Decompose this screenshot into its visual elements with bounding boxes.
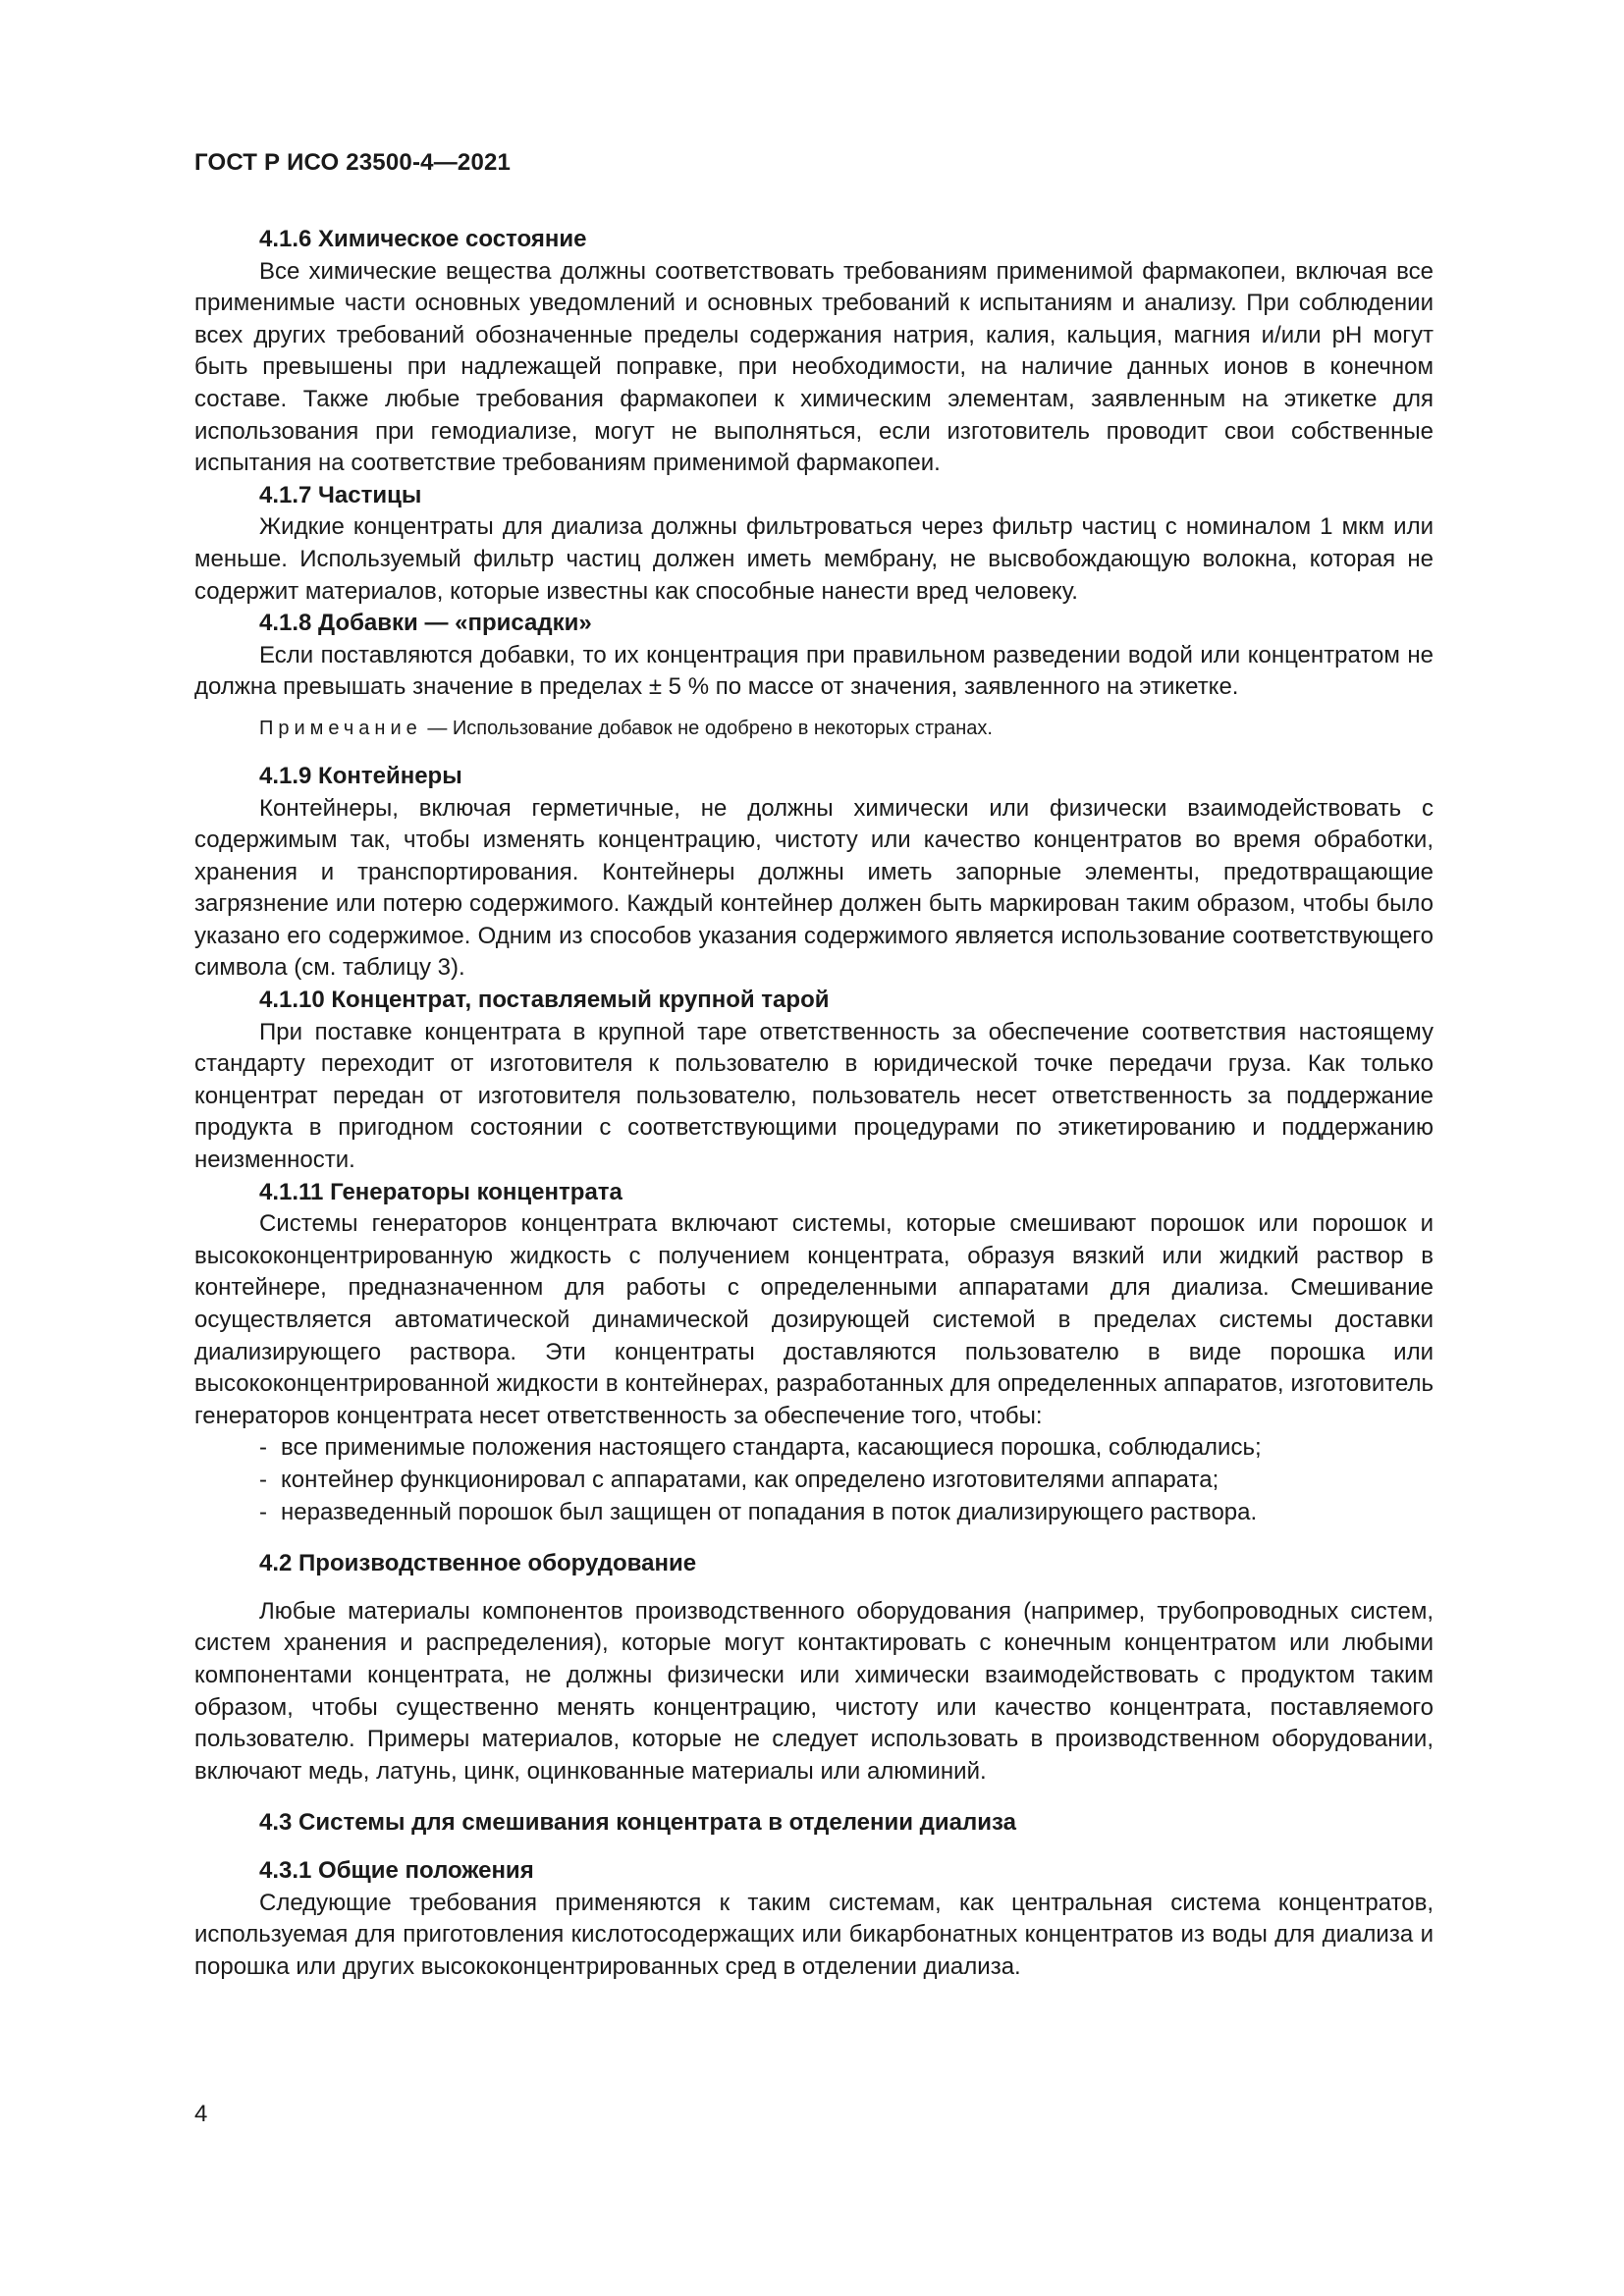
- section-4-2-heading: 4.2 Производственное оборудование: [259, 1550, 697, 1577]
- section-4-2-text: Любые материалы компонентов производственного оборудования (например, трубопроводных систем, систем хранения и распределения), которые могут контактировать с конечным концентратом или любыми компонентами концентрата, не должны физически или химически взаимодействовать с продуктом таким образом, чтобы существенно менять концентрацию, чистоту или качество концентрата, поставляемого пользователю. Примеры материалов, которые не следует использовать в производственном оборудовании, включают медь, латунь, цинк, оцинкованные материалы или алюминий.: [194, 1597, 1434, 1785]
- document-header: ГОСТ Р ИСО 23500-4—2021: [194, 149, 512, 176]
- section-4-1-10-text: При поставке концентрата в крупной таре ответственность за обеспечение соответствия настоящему стандарту переходит от изготовителя к пользователю в юридической точке передачи груза. Как только концентрат передан от изготовителя пользователю, пользователь несет ответственность за поддержание продукта в пригодном состоянии с соответствующими процедурами по этикетированию и поддержанию неизменности.: [194, 1018, 1434, 1174]
- list-item: - неразведенный порошок был защищен от попадания в поток диализирующего раствора.: [259, 1498, 1258, 1525]
- note-text: — Использование добавок не одобрено в некоторых странах.: [421, 717, 993, 739]
- section-4-3-1-text: Следующие требования применяются к таким системам, как центральная система концентратов, используемая для приготовления кислотосодержащих или бикарбонатных концентратов из воды для диализа и порошка или других высококонцентрированных сред в отделении диализа.: [194, 1889, 1434, 1980]
- requirements-list: [194, 1432, 1434, 1528]
- note-label: Примечание: [259, 717, 422, 739]
- section-4-3-1-heading: 4.3.1 Общие положения: [259, 1856, 534, 1884]
- section-4-1-7-text: Жидкие концентраты для диализа должны фильтроваться через фильтр частиц с номиналом 1 мкм или меньше. Используемый фильтр частиц должен иметь мембрану, не высвобождающую волокна, которая не содержит материалов, которые известны как способные нанести вред человеку.: [194, 513, 1434, 605]
- list-item: - все применимые положения настоящего стандарта, касающиеся порошка, соблюдались;: [259, 1434, 1262, 1462]
- section-4-1-6-text: Все химические вещества должны соответствовать требованиям применимой фармакопеи, включая все применимые части основных уведомлений и основных требований к испытаниям и анализу. При соблюдении всех других требований обозначенные пределы содержания натрия, калия, кальция, магния и/или pH могут быть превышены при надлежащей поправке, при необходимости, на наличие данных ионов в конечном составе. Также любые требования фармакопеи к химическим элементам, заявленным на этикетке для использования при гемодиализе, могут не выполняться, если изготовитель проводит свои собственные испытания на соответствие требованиям применимой фармакопеи.: [194, 257, 1434, 477]
- note: [194, 714, 1434, 743]
- section-4-1-11-text: Системы генераторов концентрата включают системы, которые смешивают порошок или порошок и высококонцентрированную жидкость с получением концентрата, образуя вязкий или жидкий раствор в контейнере, предназначенном для работы с определенными аппаратами для диализа. Смешивание осуществляется автоматической динамической дозирующей системой в пределах системы доставки диализирующего раствора. Эти концентраты доставляются пользователю в виде порошка или высококонцентрированной жидкости в контейнерах, разработанных для определенных аппаратов, изготовитель генераторов концентрата несет ответственность за обеспечение того, чтобы:: [194, 1210, 1434, 1429]
- section-4-1-9-heading: 4.1.9 Контейнеры: [259, 762, 462, 789]
- section-4-3-heading: 4.3 Системы для смешивания концентрата в отделении диализа: [259, 1809, 1016, 1837]
- section-4-1-9-text: Контейнеры, включая герметичные, не должны химически или физически взаимодействовать с содержимым так, чтобы изменять концентрацию, чистоту или качество концентратов во время обработки, хранения и транспортирования. Контейнеры должны иметь запорные элементы, предотвращающие загрязнение или потерю содержимого. Каждый контейнер должен быть маркирован таким образом, чтобы было указано его содержимое. Одним из способов указания содержимого является использование соответствующего символа (см. таблицу 3).: [194, 794, 1434, 982]
- section-4-1-6-heading: 4.1.6 Химическое состояние: [259, 226, 587, 252]
- section-4-1-7-heading: 4.1.7 Частицы: [259, 481, 422, 508]
- section-4-1-8-text: Если поставляются добавки, то их концентрация при правильном разведении водой или концентратом не должна превышать значение в пределах ± 5 % по массе от значения, заявленного на этикетке.: [194, 641, 1434, 701]
- section-4-1-8-heading: 4.1.8 Добавки — «присадки»: [259, 610, 592, 637]
- page-number: 4: [194, 2101, 208, 2127]
- document-body: [194, 224, 1434, 1983]
- section-4-1-10-heading: 4.1.10 Концентрат, поставляемый крупной тарой: [259, 987, 830, 1014]
- section-4-1-11-heading: 4.1.11 Генераторы концентрата: [259, 1178, 623, 1205]
- list-item: - контейнер функционировал с аппаратами, как определено изготовителями аппарата;: [259, 1466, 1219, 1493]
